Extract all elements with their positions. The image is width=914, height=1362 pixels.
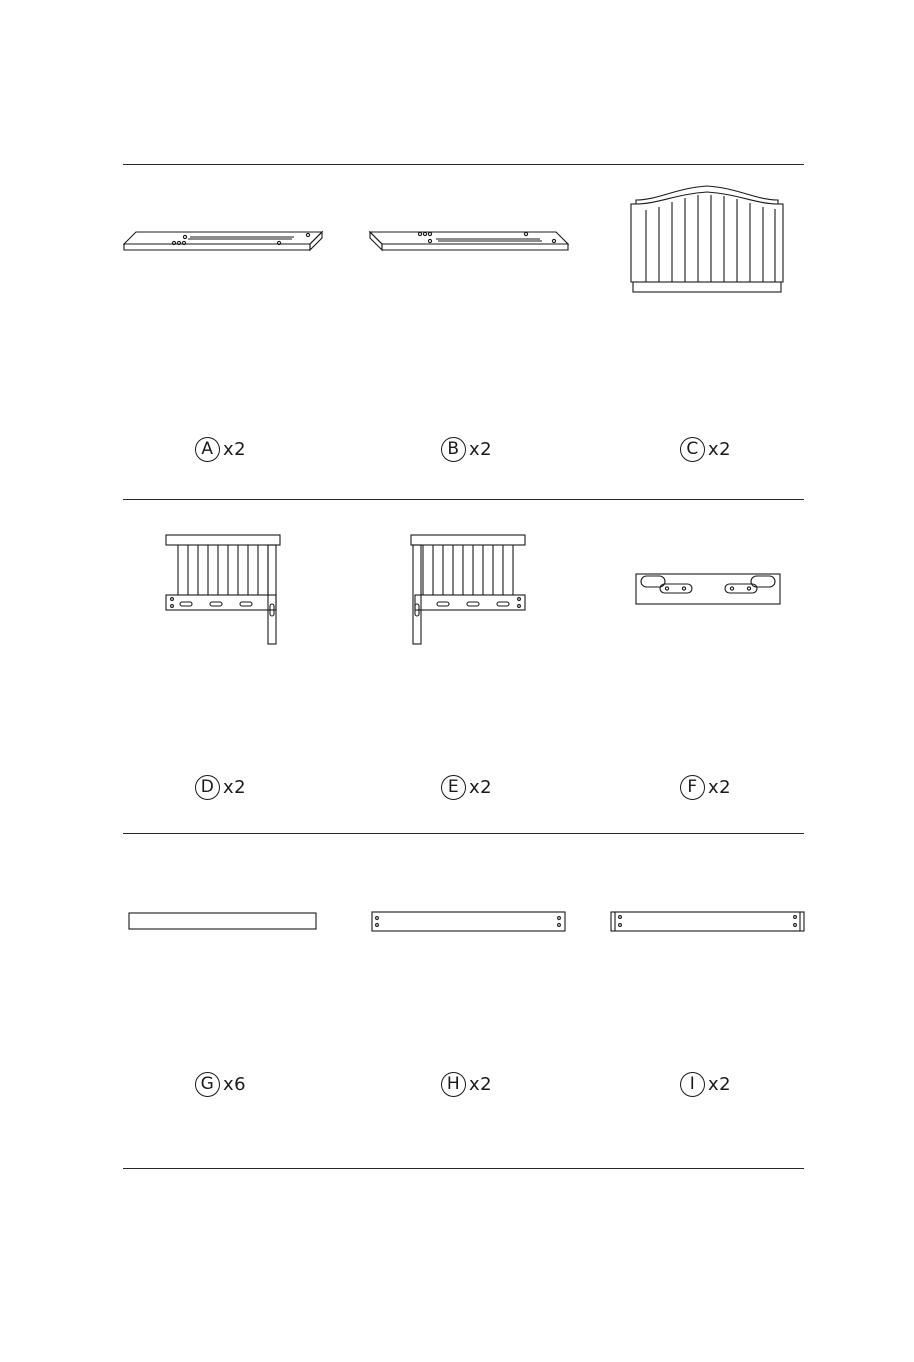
part-e-drawing: [409, 533, 529, 647]
part-i-letter: I: [680, 1072, 705, 1097]
part-e-label: [441, 773, 492, 801]
part-g-label: [195, 1070, 246, 1098]
part-c-label: [680, 435, 731, 463]
part-c-letter: C: [680, 437, 705, 462]
divider-row1: [123, 499, 804, 500]
divider-row2: [123, 833, 804, 834]
divider-top: [123, 164, 804, 165]
part-d-qty: x2: [223, 776, 247, 798]
part-h-qty: x2: [469, 1073, 493, 1095]
part-h-drawing: [370, 910, 568, 934]
part-i-drawing: [609, 909, 807, 935]
part-i-qty: x2: [708, 1073, 732, 1095]
part-g-drawing: [127, 911, 319, 933]
part-a-drawing: [122, 226, 324, 252]
part-d-letter: D: [195, 775, 220, 800]
part-a-letter: A: [195, 437, 220, 462]
divider-bottom: [123, 1168, 804, 1169]
part-d-drawing: [164, 533, 284, 647]
part-b-label: [441, 435, 492, 463]
part-f-qty: x2: [708, 776, 732, 798]
part-h-label: [441, 1070, 492, 1098]
part-a-qty: x2: [223, 438, 247, 460]
part-b-qty: x2: [469, 438, 493, 460]
part-g-letter: G: [195, 1072, 220, 1097]
part-h-letter: H: [441, 1072, 466, 1097]
part-f-drawing: [634, 572, 782, 606]
part-b-drawing: [368, 226, 570, 252]
part-a-label: [195, 435, 246, 463]
part-f-label: [680, 773, 731, 801]
part-c-qty: x2: [708, 438, 732, 460]
part-e-letter: E: [441, 775, 466, 800]
part-b-letter: B: [441, 437, 466, 462]
part-e-qty: x2: [469, 776, 493, 798]
part-d-label: [195, 773, 246, 801]
part-g-qty: x6: [223, 1073, 247, 1095]
part-i-label: [680, 1070, 731, 1098]
part-c-drawing: [626, 184, 788, 296]
part-f-letter: F: [680, 775, 705, 800]
